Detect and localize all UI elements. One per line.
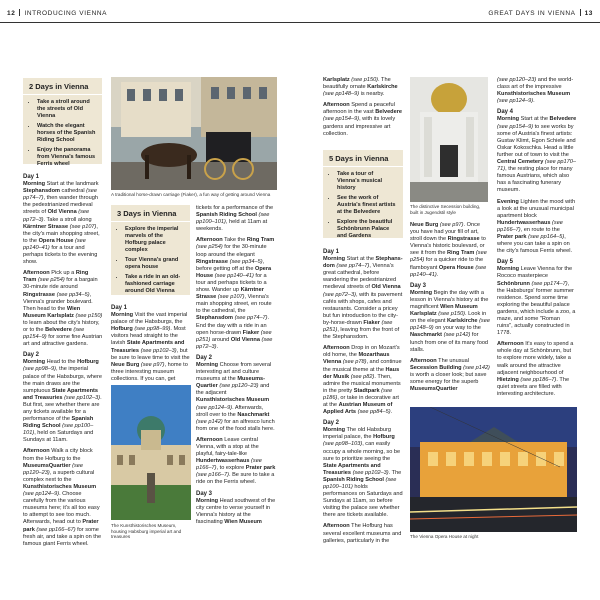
right-header xyxy=(488,9,593,17)
page-header xyxy=(0,0,600,23)
box-item: • Tour Vienna's grand opera house xyxy=(125,257,184,271)
box-title: 3 Days in Vienna xyxy=(111,205,190,222)
box-title: 2 Days in Vienna xyxy=(23,78,102,95)
box-item: • Explore the imperial marvels of the Hofburg palace complex xyxy=(125,226,184,254)
secession-caption: The distinctive Secession building, built in Jugendstil style xyxy=(410,204,481,215)
box-item: • Take a stroll around the streets of Old Vienna xyxy=(37,99,96,120)
right-col-1-top: Karlsplatz (see p150). The beautifully ornate Karlskirche (see pp148–9) is nearby. Afternoon Spend a peaceful afternoon in the vast Belvedere (see pp154–9), with its lovely gardens and impressive art collection. xyxy=(323,77,402,137)
three-days-box xyxy=(111,205,190,295)
left-col-2: Day 1 Morning Visit the vast imperial palace of the Habsburgs, the Hofburg (see pp98–99). Most visitors head straight to the lavish State Apartments and Treasuries (see pp102–3), but be sure to leave time to visit the Neue Burg (see p97), home to three interesting museum collections. If you can, get xyxy=(111,305,190,382)
right-col-1: Day 1 Morning Start at the Stephans-dom (see pp74–7), Vienna's great cathedral, before wandering the pedestrianized medieval streets of Old Vienna (see pp72–3), with its pavement cafés with shops, cafes and restaurants. Consider a pricey but fun introduction to the city-by-horse-drawn Fiaker (see p251), leaving from the front of the Stephansdom. Afternoon Drop in on Mozart's old home, the Mozarthaus Vienna (see p78), and continue the musical theme at the Haus der Musik (see p82). Then, admire the musical monuments in the pretty Stadtpark (see p186), or take in decorative art at the Austrian Museum of Applied Arts (see pp84–5). Day 2 Morning The old Habsburg imperial palace, the Hofburg (see pp98–103), can easily occupy a whole morning, so be sure to prioritize seeing the State Apartments and Treasuries (see pp102–3). The Spanish Riding School (see pp100–101) holds performances on Saturdays and Sundays at 11am, so before visiting the palace see whether there are tickets available. Afternoon The Hofburg has several excellent museums and galleries, particularly in the xyxy=(323,249,403,544)
right-page-number: 13 xyxy=(584,10,593,17)
two-days-box xyxy=(23,78,102,167)
left-running-title: INTRODUCING VIENNA xyxy=(24,10,108,17)
left-col-3: tickets for a performance of the Spanish Riding School (see pp100–101), held at 11am at weekends. Afternoon Take the Ring Tram (see p254) for the 30-minute loop around the elegant Ringstrasse (see pp34–5), before getting off at the Opera House (see pp140–41) for a tour and perhaps tickets to a show. Wander up Kärntner Strasse (see p107), Vienna's main shopping street, en route to the cathedral, the Stephansdom (see pp74–7). End the day with a ride in an open horse-drawn Fiaker (see p251) around Old Vienna (see pp72–3). Day 2 Morning Choose from several interesting art and culture museums at the Museums-Quartier (see pp120–23) and the adjacent Kunsthistorisches Museum (see pp124–9). Afterwards, stroll over to the Naschmarkt (see p142) for an alfresco lunch from one of the food stalls here. Afternoon Leave central Vienna, with a stop at the playful, fairy-tale-like Hundertwasserhaus (see p166–7), to explore Prater park (see p166–7). Be sure to take a ride on the Ferris wheel. Day 3 Morning Head southwest of the city centre to verse yourself in Vienna's history at the fascinating Wien Museum xyxy=(196,205,276,525)
box-item: • See the work of Austria's finest artists at the Belvedere xyxy=(337,195,397,216)
carriage-photo xyxy=(111,77,277,190)
box-item: • Take a ride in an old-fashioned carriage around Old Vienna xyxy=(125,274,184,295)
opera-caption: The Vienna Opera House at night xyxy=(410,534,479,539)
box-list xyxy=(23,99,102,168)
right-col-3: (see pp120–23) and the world-class art of the impressive Kunsthistorisches Museum (see pp124–9). Day 4 Morning Start at the Belvedere (see pp154–9) to see works by some of Austria's finest artists: Gustav Klimt, Egon Schiele and Oskar Kokoschka. Head a little further out of town to visit the Central Cemetery (see pp170–71), the resting place for many famous Austrians, which also has a fascinating funerary museum. Evening Lighten the mood with a look at the unusual municipal apartment block Hundertwasserhaus (see pp166–7), en route to the Prater park (see pp164–5), where you can take a spin on the city's famous Ferris wheel. Day 5 Morning Leave Vienna for the Rococo masterpiece Schönbrunn (see pp174–7), the Habsburgs' former summer residence. Spend some time exploring the beautiful palace gardens, which include a zoo, a maze, and some "Roman ruins", actually constructed in 1778. Afternoon It's easy to spend a whole day at Schönbrunn, but to explore more widely, take a walk around the attractive adjacent neighbourhood of Hietzing (see pp186–7). The quiet streets are filled with interesting architecture. xyxy=(497,77,577,397)
box-list xyxy=(111,226,190,295)
box-item: • Take a tour of Vienna's musical history xyxy=(337,171,397,192)
box-item: • Watch the elegant horses of the Spanish Riding School xyxy=(37,123,96,144)
opera-photo xyxy=(410,407,577,532)
box-item: • Enjoy the panorama from Vienna's famous Ferris wheel xyxy=(37,147,96,168)
secession-photo xyxy=(410,77,488,202)
left-page-number: 12 xyxy=(7,10,16,17)
carriage-caption: A traditional horse-drawn carriage (Fiaker), a fun way of getting around Vienna xyxy=(111,192,271,197)
box-item: • Explore the beautiful Schönbrunn Palace and Gardens xyxy=(337,219,397,240)
left-header xyxy=(7,9,107,17)
right-col-2: Neue Burg (see p97). Once you have had your fill of art, stroll down the Ringstrasse to Vienna's historic boulevard, or see it from the Ring Tram (see p254) for a quicker ride to the flamboyant Opera House (see pp140–41). Day 3 Morning Begin the day with a lesson in Vienna's history at the magnificent Wien Museum Karlsplatz (see p150). Look in on the elegant Karlskirche (see pp148–9) on your way to the Naschmarkt (see p142) for lunch from one of its many food stalls. Afternoon The unusual Secession Building (see p142) is worth a closer look; but save some energy for the superb MuseumsQuartier xyxy=(410,222,490,393)
left-col-1: Day 1 Morning Start at the landmark Stephansdom cathedral (see pp74–7), then wander through the pedestrianized medieval streets of Old Vienna (see pp72–3). Take a stroll along Kärntner Strasse (see p107), the city's main shopping street, to the Opera House (see pp140–41) for a tour and perhaps tickets to the evening show. Afternoon Pick up a Ring Tram (see p254) for a bargain 30-minute ride around Ringstrasse (see pp34–5), Vienna's grander boulevard. Then head to the Wien Museum Karlsplatz (see p150) to learn about the city's history, or to the Belvedere (see pp154–9) for some fine Austrian art and attractive gardens. Day 2 Morning Head to the Hofburg (see pp98–9), the imperial palace of the Habsburgs, where the main draws are the sumptuous State Apartments and Treasuries (see pp102–3). But first, see whether there are any tickets available for a performance of the Spanish Riding School (see pp100–101), held on Saturdays and Sundays at 11am. Afternoon Walk a city block from the Hofburg to the MuseumsQuartier (see pp120–23), a superb cultural complex next to the Kunsthistorisches Museum (see pp124–9). Choose carefully from the various museums here; it's all too easy to attempt to see too much. Afterwards, head out to Prater park (see pp166–67) for some fresh air, and take a spin on the famous giant Ferris wheel. xyxy=(23,174,103,547)
museum-photo xyxy=(111,385,191,520)
box-title: 5 Days in Vienna xyxy=(323,150,403,167)
five-days-box xyxy=(323,150,403,238)
box-list xyxy=(323,171,403,240)
museum-caption: The Kunsthistorisches Museum, housing Habsburg imperial art and treasures xyxy=(111,523,182,540)
right-running-title: GREAT DAYS IN VIENNA xyxy=(488,10,576,17)
